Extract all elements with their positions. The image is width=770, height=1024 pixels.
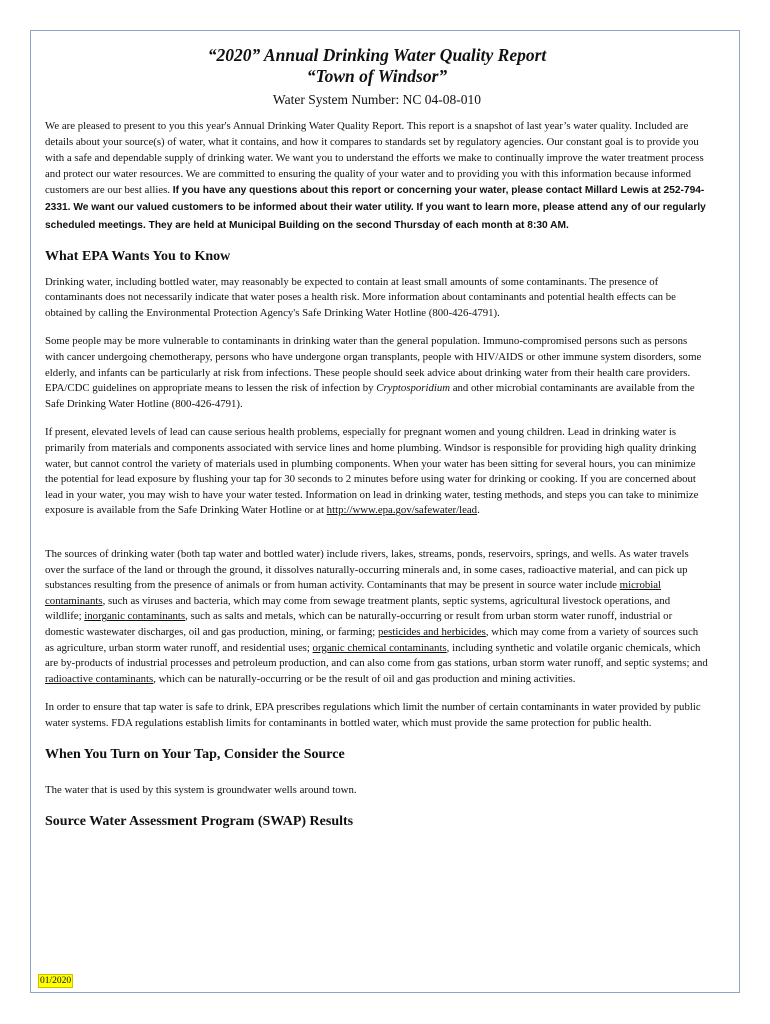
p4-text-e: , including synthetic and volatile organic chemicals, which are by-products of industrial processes and petroleum production, and can also come from gas stations, urban storm water runoff, and septic systems; and	[45, 641, 708, 670]
p3-text-b: .	[477, 504, 480, 517]
pesticides-term: pesticides and herbicides	[377, 625, 486, 638]
p4-text-a: The sources of drinking water (both tap water and bottled water) include rivers, lakes, streams, ponds, reservoirs, springs, and wells. As water travels over the surface of the land or through the ground, it dissolves naturally-occurring minerals and, in some cases, radioactive material, and can pick up substances resulting from the presence of animals or from human activity. Contaminants that may be present in source water include	[45, 547, 689, 592]
intro-contact-text: If you have any questions about this report or concerning your water, please contact Millard Lewis at 252-794-2331. We want our valued customers to be informed about their water utility. If you want to learn more, please attend any of our regularly scheduled meetings. They are held at Municipal Building on the second Thursday of each month at 8:30 AM.	[45, 185, 706, 231]
cryptosporidium-term: Cryptosporidium	[376, 382, 451, 395]
lead-paragraph	[45, 425, 709, 519]
epa-paragraph-1: Drinking water, including bottled water, may reasonably be expected to contain at least small amounts of some contaminants. The presence of contaminants does not necessarily indicate that water poses a health risk. More information about contaminants and potential health effects can be obtained by calling the Environmental Protection Agency's Safe Drinking Water Hotline (800-426-4791).	[45, 275, 676, 319]
p4-text-f: , which can be naturally-occurring or be the result of oil and gas production and mining activities.	[153, 672, 576, 685]
report-subtitle: “Town of Windsor”	[306, 66, 448, 86]
water-system-number: Water System Number: NC 04-08-010	[272, 92, 482, 107]
source-text: The water that is used by this system is groundwater wells around town.	[45, 783, 357, 796]
footer-date: 01/2020	[40, 976, 72, 986]
report-title: “2020” Annual Drinking Water Quality Report	[207, 45, 547, 65]
source-heading: When You Turn on Your Tap, Consider the Source	[45, 746, 345, 762]
inorganic-contaminants-term: inorganic contaminants	[84, 610, 186, 623]
p2-text-b: and other microbial contaminants are available from the Safe Drinking Water Hotline (800-426-4791).	[45, 382, 695, 410]
organic-chemical-term: organic chemical contaminants	[312, 641, 447, 654]
p4-text-d: , which may come from a variety of sources such as agriculture, urban storm water runoff, and residential uses;	[45, 625, 699, 654]
report-page	[45, 45, 709, 831]
p2-text-a: Some people may be more vulnerable to contaminants in drinking water than the general population. Immuno-compromised persons such as persons with cancer undergoing chemotherapy, persons who have undergone organ transplants, people with HIV/AIDS or other immune system disorders, some elderly, and infants can be particularly at risk from infections. These people should seek advice about drinking water from their health care providers. EPA/CDC guidelines on appropriate means to lessen the risk of infection by	[45, 335, 702, 395]
intro-text: We are pleased to present to you this year's Annual Drinking Water Quality Report. This report is a snapshot of last year’s water quality. Included are details about your source(s) of water, what it contains, and how it compares to standards set by regulatory agencies. Our constant goal is to provide you with a safe and dependable supply of drinking water. We want you to understand the efforts we make to continually improve the water treatment process and protect our water resources. We are committed to ensuring the quality of your water and to providing you with this information because informed customers are our best allies.	[45, 120, 704, 197]
p4-text-c: , such as salts and metals, which can be naturally-occurring or result from urban storm water runoff, industrial or domestic wastewater discharges, oil and gas production, mining, or farming;	[45, 610, 673, 638]
swap-heading: Source Water Assessment Program (SWAP) Results	[45, 814, 354, 830]
epa-lead-link[interactable]: http://www.epa.gov/safewater/lead	[326, 504, 478, 517]
microbial-contaminants-term: microbial contaminants	[45, 579, 662, 607]
intro-paragraph	[45, 118, 709, 234]
p4-text-b: , such as viruses and bacteria, which may come from sewage treatment plants, septic systems, agricultural livestock operations, and wildlife;	[45, 594, 671, 623]
epa-heading: What EPA Wants You to Know	[45, 248, 231, 264]
p3-text-a: If present, elevated levels of lead can cause serious health problems, especially for pregnant women and young children. Lead in drinking water is primarily from materials and components associated with service lines and home plumbing. Windsor is responsible for providing high quality drinking water, but cannot control the variety of materials used in plumbing components. When your water has been sitting for several hours, you can minimize the potential for lead exposure by flushing your tap for 30 seconds to 2 minutes before using water for drinking or cooking. If you are concerned about lead in your water, you may wish to have your water tested. Information on lead in drinking water, testing methods, and steps you can take to minimize exposure is available from the Safe Drinking Water Hotline or at	[45, 426, 699, 517]
epa-paragraph-2	[45, 334, 709, 412]
regulations-paragraph: In order to ensure that tap water is safe to drink, EPA prescribes regulations which limit the number of certain contaminants in water provided by public water systems. FDA regulations establish limits for contaminants in bottled water, which must provide the same protection for public health.	[45, 701, 701, 729]
radioactive-term: radioactive contaminants	[45, 672, 154, 685]
sources-paragraph	[45, 547, 709, 687]
